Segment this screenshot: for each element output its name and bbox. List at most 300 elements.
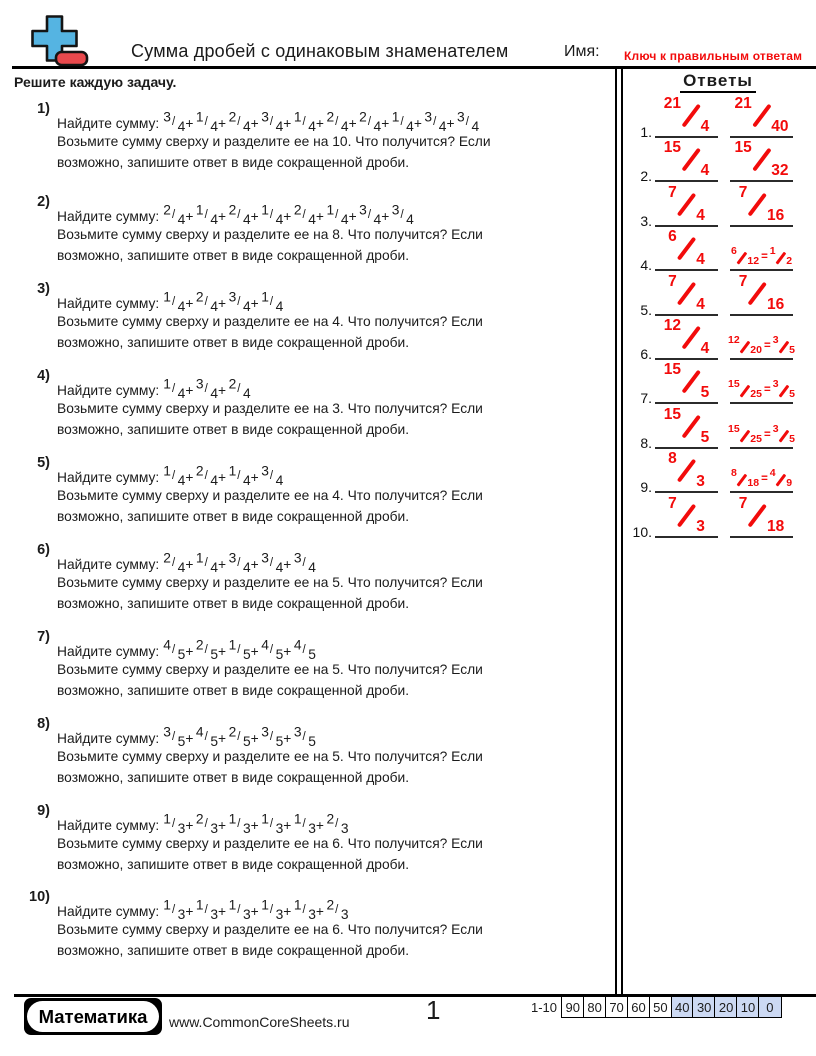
- problem-instruction-line: возможно, запишите ответ в виде сокращенной дроби.: [57, 942, 410, 958]
- plus-sign: +: [250, 115, 259, 131]
- fraction: [195, 550, 218, 575]
- fraction-numerator: 1: [228, 897, 237, 912]
- fraction: [228, 376, 251, 401]
- problem-body: [57, 457, 605, 527]
- fraction-denominator: 5: [789, 388, 795, 400]
- answer-number: 2.: [640, 168, 652, 184]
- fraction-slash: /: [433, 116, 437, 128]
- fraction-slash: /: [171, 818, 176, 830]
- fraction-numerator: 3: [391, 202, 400, 217]
- problem-item: [0, 805, 605, 875]
- problem-number: 3): [37, 281, 50, 297]
- fraction: [228, 637, 251, 662]
- answer-blank-result: [730, 272, 793, 316]
- problem-sum-line: [57, 805, 605, 834]
- problem-prefix: Найдите сумму:: [57, 903, 160, 919]
- plus-sign: +: [185, 556, 194, 572]
- answer-fraction: [734, 141, 788, 177]
- fraction-denominator: 25: [750, 388, 762, 400]
- fraction-numerator: 12: [728, 334, 740, 346]
- plus-sign: +: [218, 643, 227, 659]
- problem-instruction-line: возможно, запишите ответ в виде сокращенной дроби.: [57, 595, 410, 611]
- fraction-denominator: 5: [275, 733, 284, 749]
- fraction-denominator: 2: [786, 255, 793, 267]
- fraction-slash: [740, 341, 750, 354]
- fraction: [228, 109, 251, 134]
- problem-instruction-line: возможно, запишите ответ в виде сокращенной дроби.: [57, 421, 410, 437]
- fraction-denominator: 4: [696, 251, 705, 268]
- answer-number: 1.: [640, 124, 652, 140]
- fraction-numerator: 1: [228, 811, 237, 826]
- plus-sign: +: [218, 556, 227, 572]
- fraction-numerator: 4: [261, 637, 269, 652]
- fraction-denominator: 4: [308, 559, 316, 575]
- fraction: [391, 109, 414, 134]
- fraction-slash: /: [335, 116, 339, 128]
- equals-sign: =: [763, 340, 771, 352]
- fraction-denominator: 5: [210, 646, 218, 662]
- fraction: [228, 289, 251, 314]
- fraction: [293, 109, 316, 134]
- fraction-numerator: 7: [738, 184, 748, 201]
- fraction-numerator: 1: [261, 897, 269, 912]
- fraction-numerator: 6: [668, 228, 677, 245]
- problem-sum-line: [57, 631, 605, 660]
- answer-fraction: [739, 186, 784, 222]
- answers-title: Ответы: [626, 71, 810, 91]
- plus-sign: +: [283, 556, 292, 572]
- score-cell: 30: [692, 996, 716, 1018]
- fraction-numerator: 3: [261, 109, 269, 124]
- fraction-denominator: 4: [275, 118, 284, 134]
- fraction-slash: /: [171, 209, 176, 221]
- fraction-slash: [681, 148, 700, 172]
- fraction-slash: [677, 237, 696, 261]
- plus-sign: +: [283, 208, 292, 224]
- answer-blank-result: [730, 449, 793, 493]
- plus-sign: +: [185, 817, 194, 833]
- fraction-slash: /: [204, 116, 208, 128]
- answer-blank-sum: [655, 449, 718, 493]
- answer-number: 3.: [640, 213, 652, 229]
- fraction-denominator: 18: [747, 477, 760, 489]
- fraction: [293, 897, 316, 922]
- fraction-numerator: 2: [228, 376, 237, 391]
- score-table: [561, 996, 782, 1018]
- problem-item: [0, 631, 605, 701]
- fraction-denominator: 4: [696, 296, 705, 313]
- plus-sign: +: [185, 730, 194, 746]
- plus-sign: +: [315, 208, 324, 224]
- fraction-denominator: 4: [700, 162, 710, 179]
- fraction-denominator: 3: [696, 473, 705, 490]
- fraction-slash: /: [171, 557, 176, 569]
- answer-blank-sum: [655, 94, 718, 138]
- fraction: [195, 811, 218, 836]
- problem-instruction-line: Возьмите сумму сверху и разделите ее на 4. Что получится? Если: [57, 314, 483, 329]
- fraction: [293, 550, 316, 575]
- plus-sign: +: [446, 115, 455, 131]
- fraction-denominator: 4: [242, 385, 251, 401]
- plus-sign: +: [218, 730, 227, 746]
- score-cell: 20: [714, 996, 738, 1018]
- fraction-denominator: 12: [747, 255, 760, 267]
- fraction-denominator: 4: [308, 118, 316, 134]
- fraction-denominator: 40: [771, 118, 789, 135]
- fraction-numerator: 3: [195, 376, 204, 391]
- fraction: [261, 811, 284, 836]
- fraction-slash: /: [204, 209, 208, 221]
- fraction-slash: /: [237, 470, 241, 482]
- fraction: [261, 463, 284, 488]
- fraction-numerator: 15: [663, 406, 682, 423]
- answer-row: [626, 96, 812, 138]
- fraction-slash: /: [237, 731, 241, 743]
- fraction-denominator: 3: [275, 906, 284, 922]
- problem-body: [57, 283, 605, 353]
- fraction: [293, 724, 316, 749]
- problem-instruction-line: Возьмите сумму сверху и разделите ее на 5. Что получится? Если: [57, 749, 483, 764]
- answer-number: 4.: [640, 257, 652, 273]
- equals-sign: =: [761, 251, 768, 263]
- fraction-numerator: 6: [730, 245, 737, 257]
- fraction-denominator: 4: [242, 472, 251, 488]
- fraction-slash: /: [302, 904, 306, 916]
- problem-sum-line: [57, 457, 605, 486]
- fraction-numerator: 3: [359, 202, 367, 217]
- fraction: [293, 202, 316, 227]
- minus-icon: [56, 52, 87, 65]
- fraction-slash: /: [171, 731, 176, 743]
- fraction-numerator: 2: [293, 202, 302, 217]
- fraction-slash: /: [335, 209, 339, 221]
- fraction-slash: [677, 282, 696, 306]
- fraction-numerator: 7: [668, 495, 677, 512]
- problem-item: [0, 891, 605, 961]
- fraction-numerator: 21: [734, 95, 752, 112]
- fraction-numerator: 3: [772, 423, 779, 435]
- plus-sign: +: [185, 208, 194, 224]
- fraction-numerator: 3: [457, 109, 465, 124]
- plus-sign: +: [381, 115, 390, 131]
- answer-fraction: [664, 408, 709, 444]
- answers-divider: [615, 66, 623, 995]
- fraction-numerator: 4: [293, 637, 302, 652]
- answer-blank-result: [730, 405, 793, 449]
- answer-fraction-simplified: [728, 425, 795, 444]
- fraction-numerator: 15: [728, 378, 740, 390]
- fraction-numerator: 3: [228, 289, 237, 304]
- fraction: [228, 202, 251, 227]
- answer-fraction-simplified: [731, 247, 792, 266]
- fraction-slash: /: [269, 209, 274, 221]
- plus-sign: +: [250, 469, 259, 485]
- fraction-denominator: 16: [766, 296, 785, 313]
- fraction: [326, 202, 349, 227]
- fraction-denominator: 5: [275, 646, 284, 662]
- fraction-denominator: 4: [242, 298, 251, 314]
- fraction-slash: [779, 430, 789, 443]
- fraction-slash: [737, 252, 747, 265]
- fraction-slash: /: [269, 296, 274, 308]
- fraction-numerator: 2: [326, 811, 335, 826]
- fraction-denominator: 5: [700, 429, 710, 446]
- fraction-numerator: 12: [663, 317, 682, 334]
- fraction: [228, 897, 251, 922]
- answer-fraction: [668, 497, 705, 533]
- answer-number: 8.: [640, 435, 652, 451]
- fraction-denominator: 3: [177, 906, 186, 922]
- website-url: www.CommonCoreSheets.ru: [169, 1014, 350, 1030]
- fraction: [163, 724, 186, 749]
- answer-fraction: [668, 275, 705, 311]
- fraction-numerator: 2: [195, 811, 204, 826]
- fraction-slash: [677, 193, 696, 217]
- problem-number: 1): [37, 101, 50, 117]
- fraction-slash: /: [204, 470, 208, 482]
- page-title: Сумма дробей с одинаковым знаменателем: [131, 41, 509, 61]
- fraction-denominator: 4: [177, 472, 186, 488]
- fraction-denominator: 4: [177, 559, 186, 575]
- fraction-slash: /: [302, 116, 306, 128]
- fraction-numerator: 3: [772, 378, 779, 390]
- answer-blank-result: [730, 94, 793, 138]
- fraction-slash: [748, 504, 767, 528]
- answer-blank-sum: [655, 360, 718, 404]
- fraction-denominator: 4: [242, 559, 251, 575]
- answer-fraction-simplified: [728, 336, 795, 355]
- fraction-numerator: 3: [228, 550, 237, 565]
- answer-fraction: [664, 97, 709, 133]
- problem-body: [57, 544, 605, 614]
- fraction-slash: /: [171, 296, 176, 308]
- problem-instruction-line: возможно, запишите ответ в виде сокращенной дроби.: [57, 334, 410, 350]
- brand-logo: [24, 998, 162, 1035]
- fraction: [163, 811, 186, 836]
- fraction: [228, 550, 251, 575]
- fraction: [163, 637, 186, 662]
- fraction-numerator: 21: [663, 95, 682, 112]
- fraction-numerator: 15: [663, 139, 682, 156]
- fraction-slash: /: [171, 904, 176, 916]
- fraction-slash: /: [269, 818, 274, 830]
- plus-sign: +: [315, 903, 324, 919]
- fraction: [195, 463, 218, 488]
- plus-sign: +: [283, 817, 292, 833]
- problem-item: [0, 283, 605, 353]
- fraction-numerator: 4: [163, 637, 171, 652]
- fraction-numerator: 4: [769, 467, 776, 479]
- problem-prefix: Найдите сумму:: [57, 382, 160, 398]
- plus-sign: +: [283, 643, 292, 659]
- fraction: [457, 109, 480, 134]
- plus-sign: +: [250, 208, 259, 224]
- fraction: [195, 897, 218, 922]
- plus-sign: +: [413, 115, 422, 131]
- fraction: [359, 202, 382, 227]
- problem-item: [0, 544, 605, 614]
- fraction-slash: /: [269, 116, 274, 128]
- fraction-slash: /: [237, 209, 241, 221]
- plus-sign: +: [218, 208, 227, 224]
- fraction: [163, 202, 186, 227]
- fraction-numerator: 1: [228, 637, 237, 652]
- fraction-denominator: 4: [406, 211, 414, 227]
- fraction-numerator: 2: [326, 897, 335, 912]
- problem-number: 4): [37, 368, 50, 384]
- fraction-denominator: 4: [242, 118, 251, 134]
- answer-row: [626, 407, 812, 449]
- fraction-denominator: 4: [340, 211, 349, 227]
- problem-instruction-line: возможно, запишите ответ в виде сокращенной дроби.: [57, 508, 410, 524]
- fraction-slash: /: [204, 557, 208, 569]
- plus-sign: +: [250, 730, 259, 746]
- fraction: [228, 811, 251, 836]
- fraction: [163, 550, 186, 575]
- fraction-numerator: 2: [228, 202, 237, 217]
- problem-instruction-line: Возьмите сумму сверху и разделите ее на 8. Что получится? Если: [57, 227, 483, 242]
- fraction: [195, 724, 218, 749]
- fraction-slash: /: [269, 470, 274, 482]
- fraction-numerator: 2: [195, 463, 204, 478]
- fraction-slash: /: [171, 383, 176, 395]
- plus-sign: +: [315, 817, 324, 833]
- fraction-denominator: 3: [210, 906, 218, 922]
- fraction-numerator: 7: [668, 273, 677, 290]
- answer-blank-result: [730, 494, 793, 538]
- problem-body: [57, 805, 605, 875]
- plus-sign: +: [283, 903, 292, 919]
- fraction-denominator: 5: [177, 733, 186, 749]
- answer-fraction: [664, 363, 709, 399]
- plus-sign: +: [250, 643, 259, 659]
- fraction-numerator: 1: [195, 550, 204, 565]
- answer-blank-sum: [655, 272, 718, 316]
- fraction-numerator: 2: [163, 550, 171, 565]
- fraction-slash: /: [171, 644, 176, 656]
- answer-fraction: [734, 97, 788, 133]
- fraction: [261, 202, 284, 227]
- problem-item: [0, 370, 605, 440]
- answer-number: 7.: [640, 390, 652, 406]
- fraction: [228, 724, 251, 749]
- problem-sum-line: [57, 283, 605, 312]
- problem-sum-line: [57, 544, 605, 573]
- instructions-text: Решите каждую задачу.: [14, 74, 177, 90]
- fraction-slash: /: [237, 116, 241, 128]
- plus-sign: +: [283, 730, 292, 746]
- fraction-denominator: 4: [275, 559, 284, 575]
- fraction-slash: /: [302, 209, 306, 221]
- fraction-slash: [748, 282, 767, 306]
- plus-sign: +: [185, 643, 194, 659]
- fraction-slash: [779, 385, 789, 398]
- problem-body: [57, 631, 605, 701]
- answer-blank-result: [730, 360, 793, 404]
- fraction-numerator: 3: [261, 724, 269, 739]
- answer-blank-sum: [655, 183, 718, 227]
- answer-number: 10.: [632, 524, 652, 540]
- plus-sign: +: [348, 208, 357, 224]
- fraction-denominator: 3: [696, 518, 705, 535]
- fraction-denominator: 4: [177, 211, 186, 227]
- answer-fraction: [668, 186, 705, 222]
- fraction-slash: /: [237, 904, 241, 916]
- answer-blank-result: [730, 227, 793, 271]
- fraction-numerator: 3: [163, 724, 171, 739]
- problem-instruction-line: Возьмите сумму сверху и разделите ее на 6. Что получится? Если: [57, 836, 483, 851]
- fraction-slash: [740, 385, 750, 398]
- fraction: [195, 637, 218, 662]
- fraction: [359, 109, 382, 134]
- plus-sign: +: [315, 115, 324, 131]
- problem-sum-line: [57, 196, 605, 225]
- fraction-denominator: 3: [177, 820, 186, 836]
- plus-sign: +: [381, 208, 390, 224]
- fraction-denominator: 3: [210, 820, 218, 836]
- plus-sign: +: [218, 469, 227, 485]
- fraction: [293, 811, 316, 836]
- fraction: [228, 463, 251, 488]
- problem-number: 6): [37, 542, 50, 558]
- problem-instruction-line: возможно, запишите ответ в виде сокращенной дроби.: [57, 856, 410, 872]
- fraction-numerator: 1: [163, 463, 171, 478]
- problem-instruction-line: возможно, запишите ответ в виде сокращенной дроби.: [57, 682, 410, 698]
- fraction-denominator: 18: [766, 518, 785, 535]
- problem-body: [57, 196, 605, 266]
- problem-prefix: Найдите сумму:: [57, 817, 160, 833]
- problem-instruction-line: возможно, запишите ответ в виде сокращенной дроби.: [57, 247, 410, 263]
- header-divider: [12, 66, 816, 69]
- fraction-denominator: 4: [210, 298, 218, 314]
- problem-instruction-line: возможно, запишите ответ в виде сокращенной дроби.: [57, 154, 410, 170]
- fraction-denominator: 4: [177, 118, 186, 134]
- score-cell: 0: [758, 996, 782, 1018]
- answer-row: [626, 451, 812, 493]
- fraction-numerator: 2: [195, 637, 204, 652]
- score-cell: 40: [671, 996, 695, 1018]
- fraction-denominator: 4: [275, 211, 284, 227]
- fraction-slash: /: [302, 818, 306, 830]
- answer-fraction: [664, 319, 709, 355]
- fraction-slash: /: [237, 644, 241, 656]
- fraction-numerator: 3: [261, 463, 269, 478]
- fraction-denominator: 4: [275, 472, 284, 488]
- fraction-denominator: 4: [210, 385, 218, 401]
- fraction-denominator: 5: [700, 384, 710, 401]
- fraction: [261, 724, 284, 749]
- fraction-denominator: 32: [771, 162, 789, 179]
- fraction-slash: /: [204, 731, 208, 743]
- problem-prefix: Найдите сумму:: [57, 115, 160, 131]
- fraction-slash: /: [171, 470, 176, 482]
- problem-body: [57, 718, 605, 788]
- fraction-numerator: 1: [195, 897, 204, 912]
- score-cell: 50: [649, 996, 673, 1018]
- fraction-denominator: 4: [700, 340, 710, 357]
- fraction: [195, 202, 218, 227]
- fraction-denominator: 3: [275, 820, 284, 836]
- fraction-numerator: 1: [163, 811, 171, 826]
- plus-sign: +: [185, 382, 194, 398]
- answer-fraction: [668, 230, 705, 266]
- fraction-numerator: 1: [769, 245, 776, 257]
- problem-number: 2): [37, 194, 50, 210]
- problem-number: 8): [37, 716, 50, 732]
- answer-blank-result: [730, 316, 793, 360]
- fraction-numerator: 3: [261, 550, 269, 565]
- fraction-denominator: 4: [471, 118, 480, 134]
